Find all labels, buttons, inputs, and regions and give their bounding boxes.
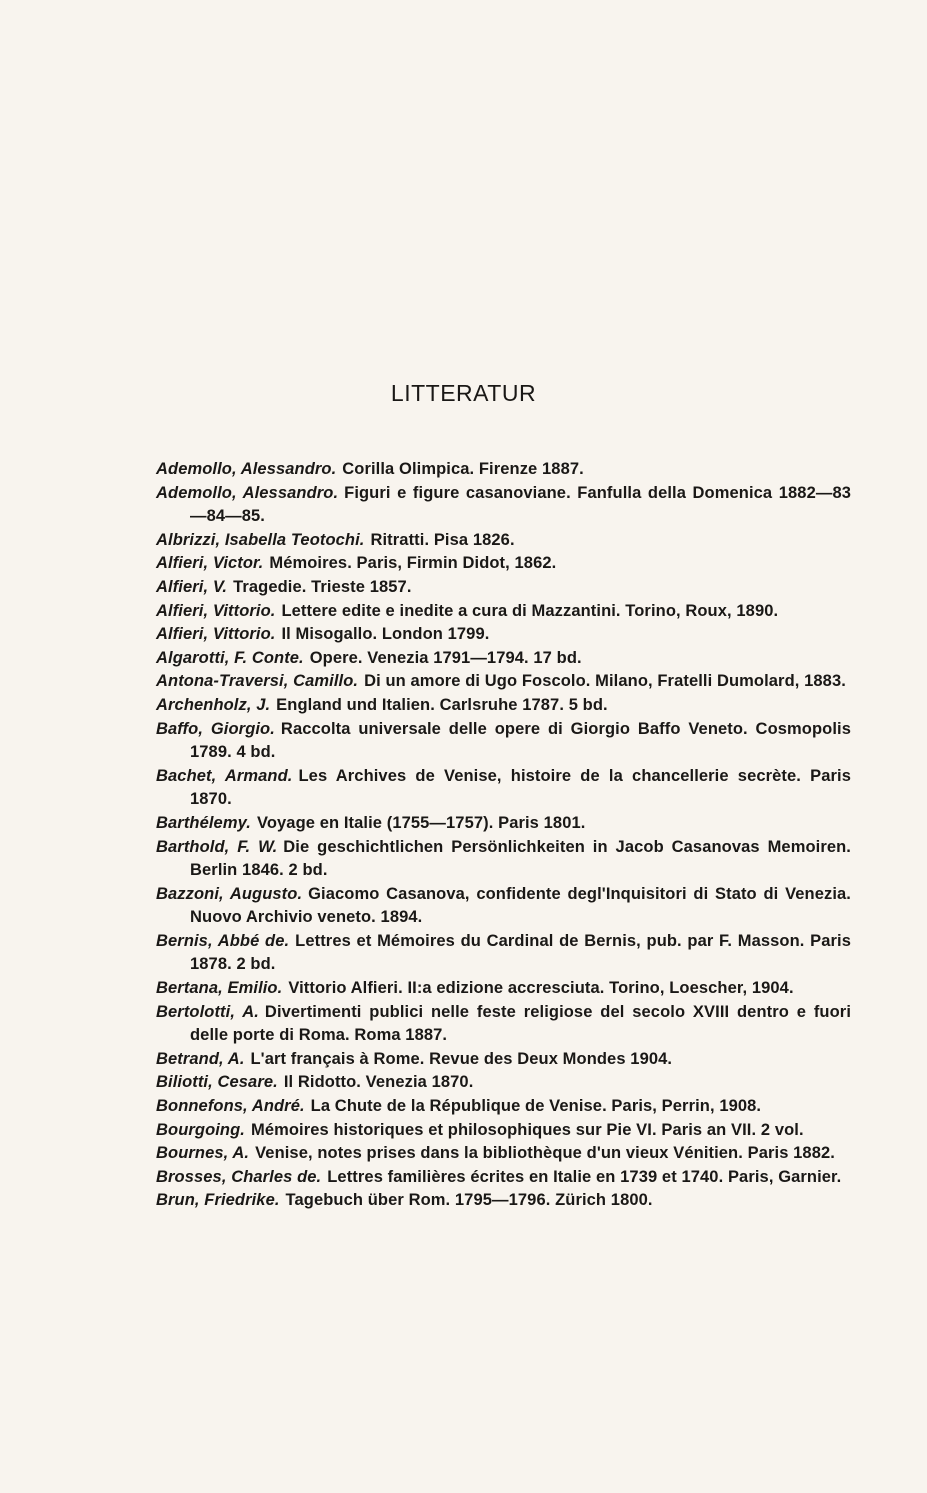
entry-author: Brun, Friedrike. — [156, 1191, 280, 1210]
entry-text: Tragedie. Trieste 1857. — [233, 577, 412, 596]
entry-author: Ademollo, Alessandro. — [156, 460, 337, 478]
entry-text: Il Misogallo. London 1799. — [281, 625, 490, 644]
entry-author: Alfieri, Vittorio. — [156, 601, 276, 620]
bibliography-entry — [156, 694, 851, 718]
bibliography-entry — [156, 1166, 851, 1190]
entry-author: Brosses, Charles de. — [156, 1167, 322, 1186]
bibliography-entry — [156, 1189, 851, 1213]
entry-author: Bertolotti, A. — [156, 1002, 259, 1021]
entry-text: England und Italien. Carlsruhe 1787. 5 bd. — [276, 695, 608, 714]
entry-text: Voyage en Italie (1755—1757). Paris 1801. — [256, 813, 586, 832]
entry-author: Betrand, A. — [156, 1049, 245, 1068]
entry-text: Lettres et Mémoires du Cardinal de Bernis, pub. par F. Masson. Paris 1878. 2 bd. — [190, 931, 851, 974]
bibliography-entry — [156, 883, 851, 930]
entry-author: Archenholz, J. — [156, 695, 271, 714]
entry-author: Alfieri, V. — [156, 577, 228, 596]
entry-author: Bournes, A. — [156, 1144, 250, 1163]
entry-text: Corilla Olimpica. Firenze 1887. — [342, 460, 584, 478]
bibliography-entry — [156, 812, 851, 836]
bibliography-entry — [156, 1001, 851, 1048]
entry-author: Bonnefons, André. — [156, 1097, 305, 1116]
entry-text: Ritratti. Pisa 1826. — [370, 530, 515, 549]
entry-text: Raccolta universale delle opere di Giorgio Baffo Veneto. Cosmopolis 1789. 4 bd. — [190, 719, 851, 762]
bibliography-entry — [156, 765, 851, 812]
entry-text: Mémoires. Paris, Firmin Didot, 1862. — [269, 554, 557, 573]
bibliography-entry — [156, 977, 851, 1001]
entry-text: Opere. Venezia 1791—1794. 17 bd. — [309, 648, 582, 667]
bibliography-entry — [156, 1095, 851, 1119]
bibliography-entry — [156, 718, 851, 765]
entry-author: Bourgoing. — [156, 1120, 245, 1139]
bibliography-entry — [156, 482, 851, 529]
bibliography-entry — [156, 1119, 851, 1143]
entry-author: Ademollo, Alessandro. — [156, 483, 339, 502]
entry-text: Il Ridotto. Venezia 1870. — [283, 1073, 474, 1092]
entry-author: Antona-Traversi, Camillo. — [156, 672, 359, 691]
bibliography-entry — [156, 670, 851, 694]
entry-author: Bachet, Armand. — [156, 766, 293, 785]
entry-text: Lettere edite e inedite a cura di Mazzantini. Torino, Roux, 1890. — [281, 601, 779, 620]
entry-author: Baffo, Giorgio. — [156, 719, 275, 738]
entry-author: Barthélemy. — [156, 813, 251, 832]
entry-author: Biliotti, Cesare. — [156, 1073, 278, 1092]
entry-text: Figuri e figure casanoviane. Fanfulla della Domenica 1882—83—84—85. — [190, 483, 851, 526]
entry-author: Bernis, Abbé de. — [156, 931, 290, 950]
bibliography-entry — [156, 647, 851, 671]
bibliography-entry — [156, 1048, 851, 1072]
entry-text: Giacomo Casanova, confidente degl'Inquisitori di Stato di Venezia. Nuovo Archivio veneto. 1894. — [190, 884, 851, 927]
entry-author: Alfieri, Vittorio. — [156, 625, 276, 644]
entry-text: L'art français à Rome. Revue des Deux Mondes 1904. — [250, 1049, 673, 1068]
bibliography-entry — [156, 836, 851, 883]
page-title: LITTERATUR — [390, 380, 537, 406]
bibliography-entry — [156, 529, 851, 553]
bibliography-entry — [156, 576, 851, 600]
entry-text: Mémoires historiques et philosophiques sur Pie VI. Paris an VII. 2 vol. — [250, 1120, 804, 1139]
entry-author: Bertana, Emilio. — [156, 979, 283, 998]
entry-author: Barthold, F. W. — [156, 837, 278, 856]
bibliography-entry — [156, 600, 851, 624]
entry-text: La Chute de la République de Venise. Paris, Perrin, 1908. — [310, 1097, 762, 1116]
entry-text: Die geschichtlichen Persönlichkeiten in Jacob Casanovas Memoiren. Berlin 1846. 2 bd. — [190, 837, 851, 880]
entry-text: Venise, notes prises dans la bibliothèque d'un vieux Vénitien. Paris 1882. — [255, 1144, 835, 1163]
bibliography-entry — [156, 1142, 851, 1166]
entry-text: Di un amore di Ugo Foscolo. Milano, Fratelli Dumolard, 1883. — [364, 672, 846, 691]
entry-text: Les Archives de Venise, histoire de la chancellerie secrète. Paris 1870. — [190, 766, 851, 809]
entry-author: Algarotti, F. Conte. — [156, 648, 304, 667]
bibliography-entry — [156, 458, 851, 482]
entry-author: Bazzoni, Augusto. — [156, 884, 303, 903]
entry-author: Alfieri, Victor. — [156, 554, 264, 573]
bibliography-entry — [156, 1071, 851, 1095]
bibliography-list — [156, 458, 851, 1213]
entry-text: Lettres familières écrites en Italie en 1739 et 1740. Paris, Garnier. — [327, 1167, 842, 1186]
bibliography-entry — [156, 930, 851, 977]
bibliography-entry — [156, 552, 851, 576]
entry-text: Divertimenti publici nelle feste religiose del secolo XVIII dentro e fuori delle porte di Roma. Roma 1887. — [190, 1002, 851, 1045]
entry-text: Tagebuch über Rom. 1795—1796. Zürich 1800. — [285, 1191, 653, 1210]
bibliography-entry — [156, 623, 851, 647]
entry-author: Albrizzi, Isabella Teotochi. — [156, 530, 365, 549]
entry-text: Vittorio Alfieri. II:a edizione accresciuta. Torino, Loescher, 1904. — [288, 979, 794, 998]
